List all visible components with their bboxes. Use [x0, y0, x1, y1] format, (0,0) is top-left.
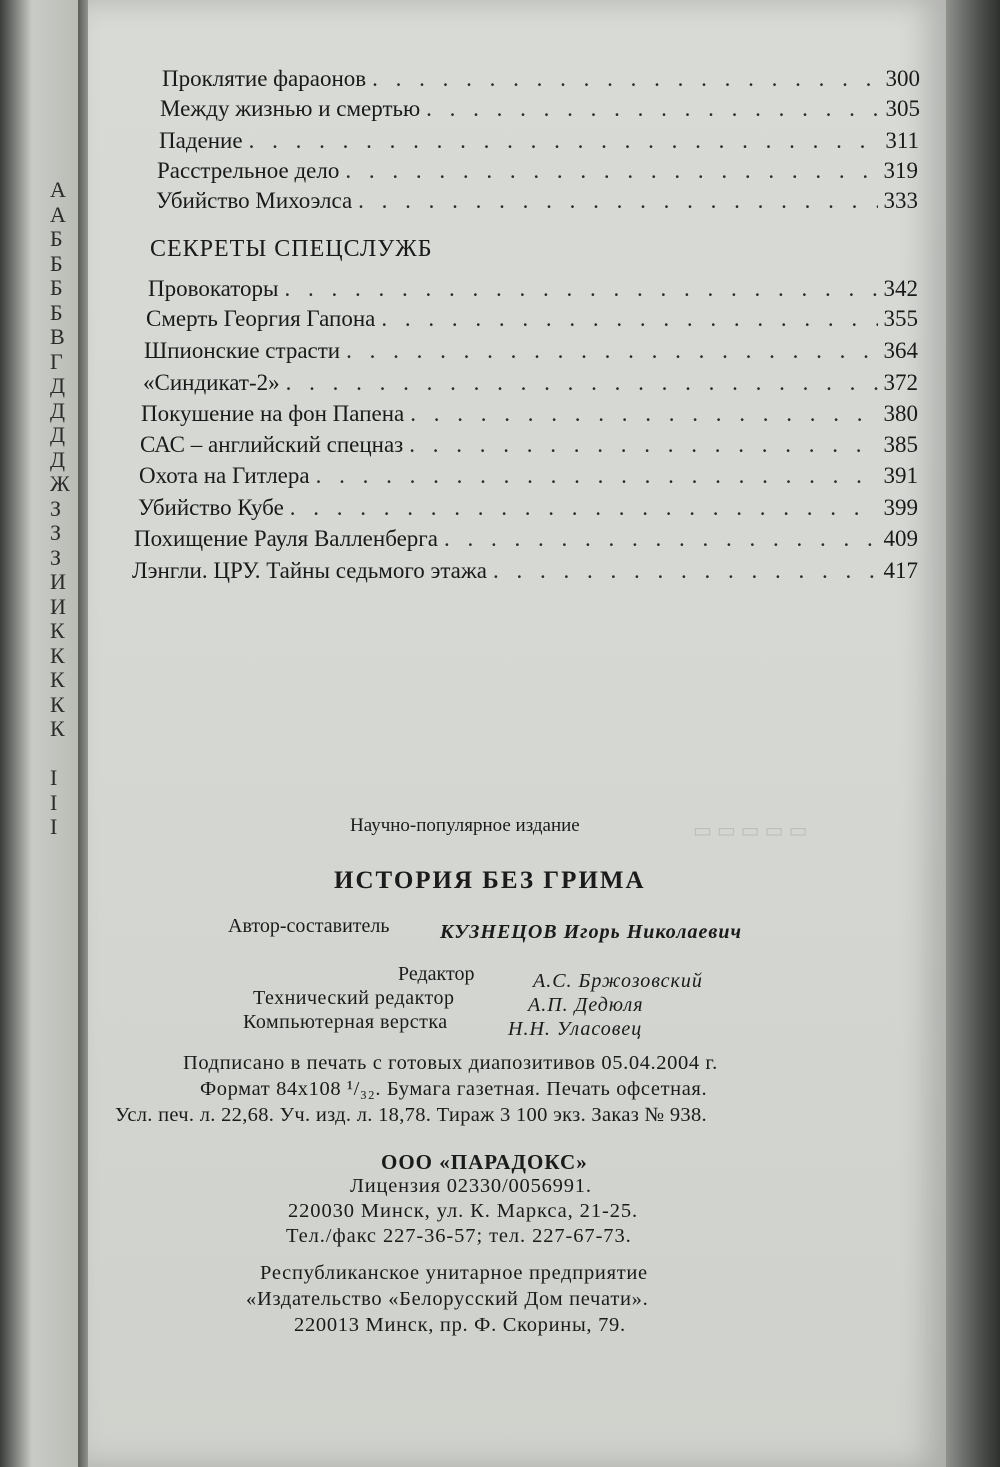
print-details-line: Подписано в печать с готовых диапозитивов 05.04.2004 г. [183, 1052, 718, 1074]
toc-entry: Смерть Георгия Гапона . . . 355 [146, 306, 918, 332]
book-title: ИСТОРИЯ БЕЗ ГРИМА [334, 867, 646, 894]
printer-line: Республиканское унитарное предприятие [260, 1262, 648, 1284]
publisher-name: ООО «ПАРАДОКС» [381, 1150, 588, 1174]
staff-role: Компьютерная верстка [243, 1011, 448, 1033]
faint-watermark-icon: ▭ ▭ ▭ ▭ ▭ [693, 820, 808, 842]
staff-name: А.С. Бржозовский [533, 970, 703, 992]
edition-type: Научно-популярное издание [350, 815, 580, 836]
staff-role: Технический редактор [253, 987, 455, 1009]
book-page [88, 0, 946, 1467]
publisher-license: Лицензия 02330/0056991. [350, 1175, 592, 1197]
left-page-letters: А А Б Б Б Б В Г Д Д Д Д Ж З З З И И К К К К К I I I [50, 177, 70, 839]
printer-line: 220013 Минск, пр. Ф. Скорины, 79. [294, 1314, 626, 1336]
toc-entry: Похищение Рауля Валленберга . . . 409 [134, 526, 918, 552]
compiler-name: КУЗНЕЦОВ Игорь Николаевич [440, 921, 742, 943]
toc-entry: Шпионские страсти . . . 364 [144, 338, 918, 364]
staff-name: Н.Н. Уласовец [508, 1018, 643, 1040]
toc-entry: Между жизнью и смертью . . . 305 [160, 96, 920, 122]
toc-entry: Покушение на фон Папена . . . 380 [141, 401, 918, 427]
staff-name: А.П. Дедюля [528, 994, 644, 1016]
print-details-line: Усл. печ. л. 22,68. Уч. изд. л. 18,78. Тираж 3 100 экз. Заказ № 938. [115, 1104, 707, 1126]
print-details-line: Формат 84х108 ¹/₃₂. Бумага газетная. Печать офсетная. [200, 1078, 708, 1100]
toc-entry: Охота на Гитлера . . . 391 [139, 463, 918, 489]
toc-entry: «Синдикат-2» . . . 372 [143, 370, 918, 396]
toc-entry: Падение . . . 311 [159, 128, 919, 154]
toc-entry: САС – английский спецназ . . . 385 [140, 432, 918, 458]
toc-entry: Провокаторы . . . 342 [148, 276, 918, 302]
compiler-label: Автор-составитель [228, 915, 390, 937]
page-edge-shadow [946, 0, 1000, 1467]
printer-line: «Издательство «Белорусский Дом печати». [246, 1288, 649, 1310]
staff-role: Редактор [398, 963, 475, 985]
toc-entry: Проклятие фараонов . . . 300 [162, 66, 920, 92]
section-heading: СЕКРЕТЫ СПЕЦСЛУЖБ [150, 236, 433, 262]
left-page-edge [0, 0, 80, 1467]
toc-entry: Расстрельное дело . . . 319 [157, 158, 918, 184]
toc-entry: Убийство Кубе . . . 399 [138, 495, 918, 521]
publisher-address: 220030 Минск, ул. К. Маркса, 21-25. [288, 1200, 639, 1222]
toc-entry: Лэнгли. ЦРУ. Тайны седьмого этажа . . . 417 [132, 558, 918, 584]
publisher-phones: Тел./факс 227-36-57; тел. 227-67-73. [286, 1225, 632, 1247]
toc-entry: Убийство Михоэлса . . . 333 [156, 188, 918, 214]
